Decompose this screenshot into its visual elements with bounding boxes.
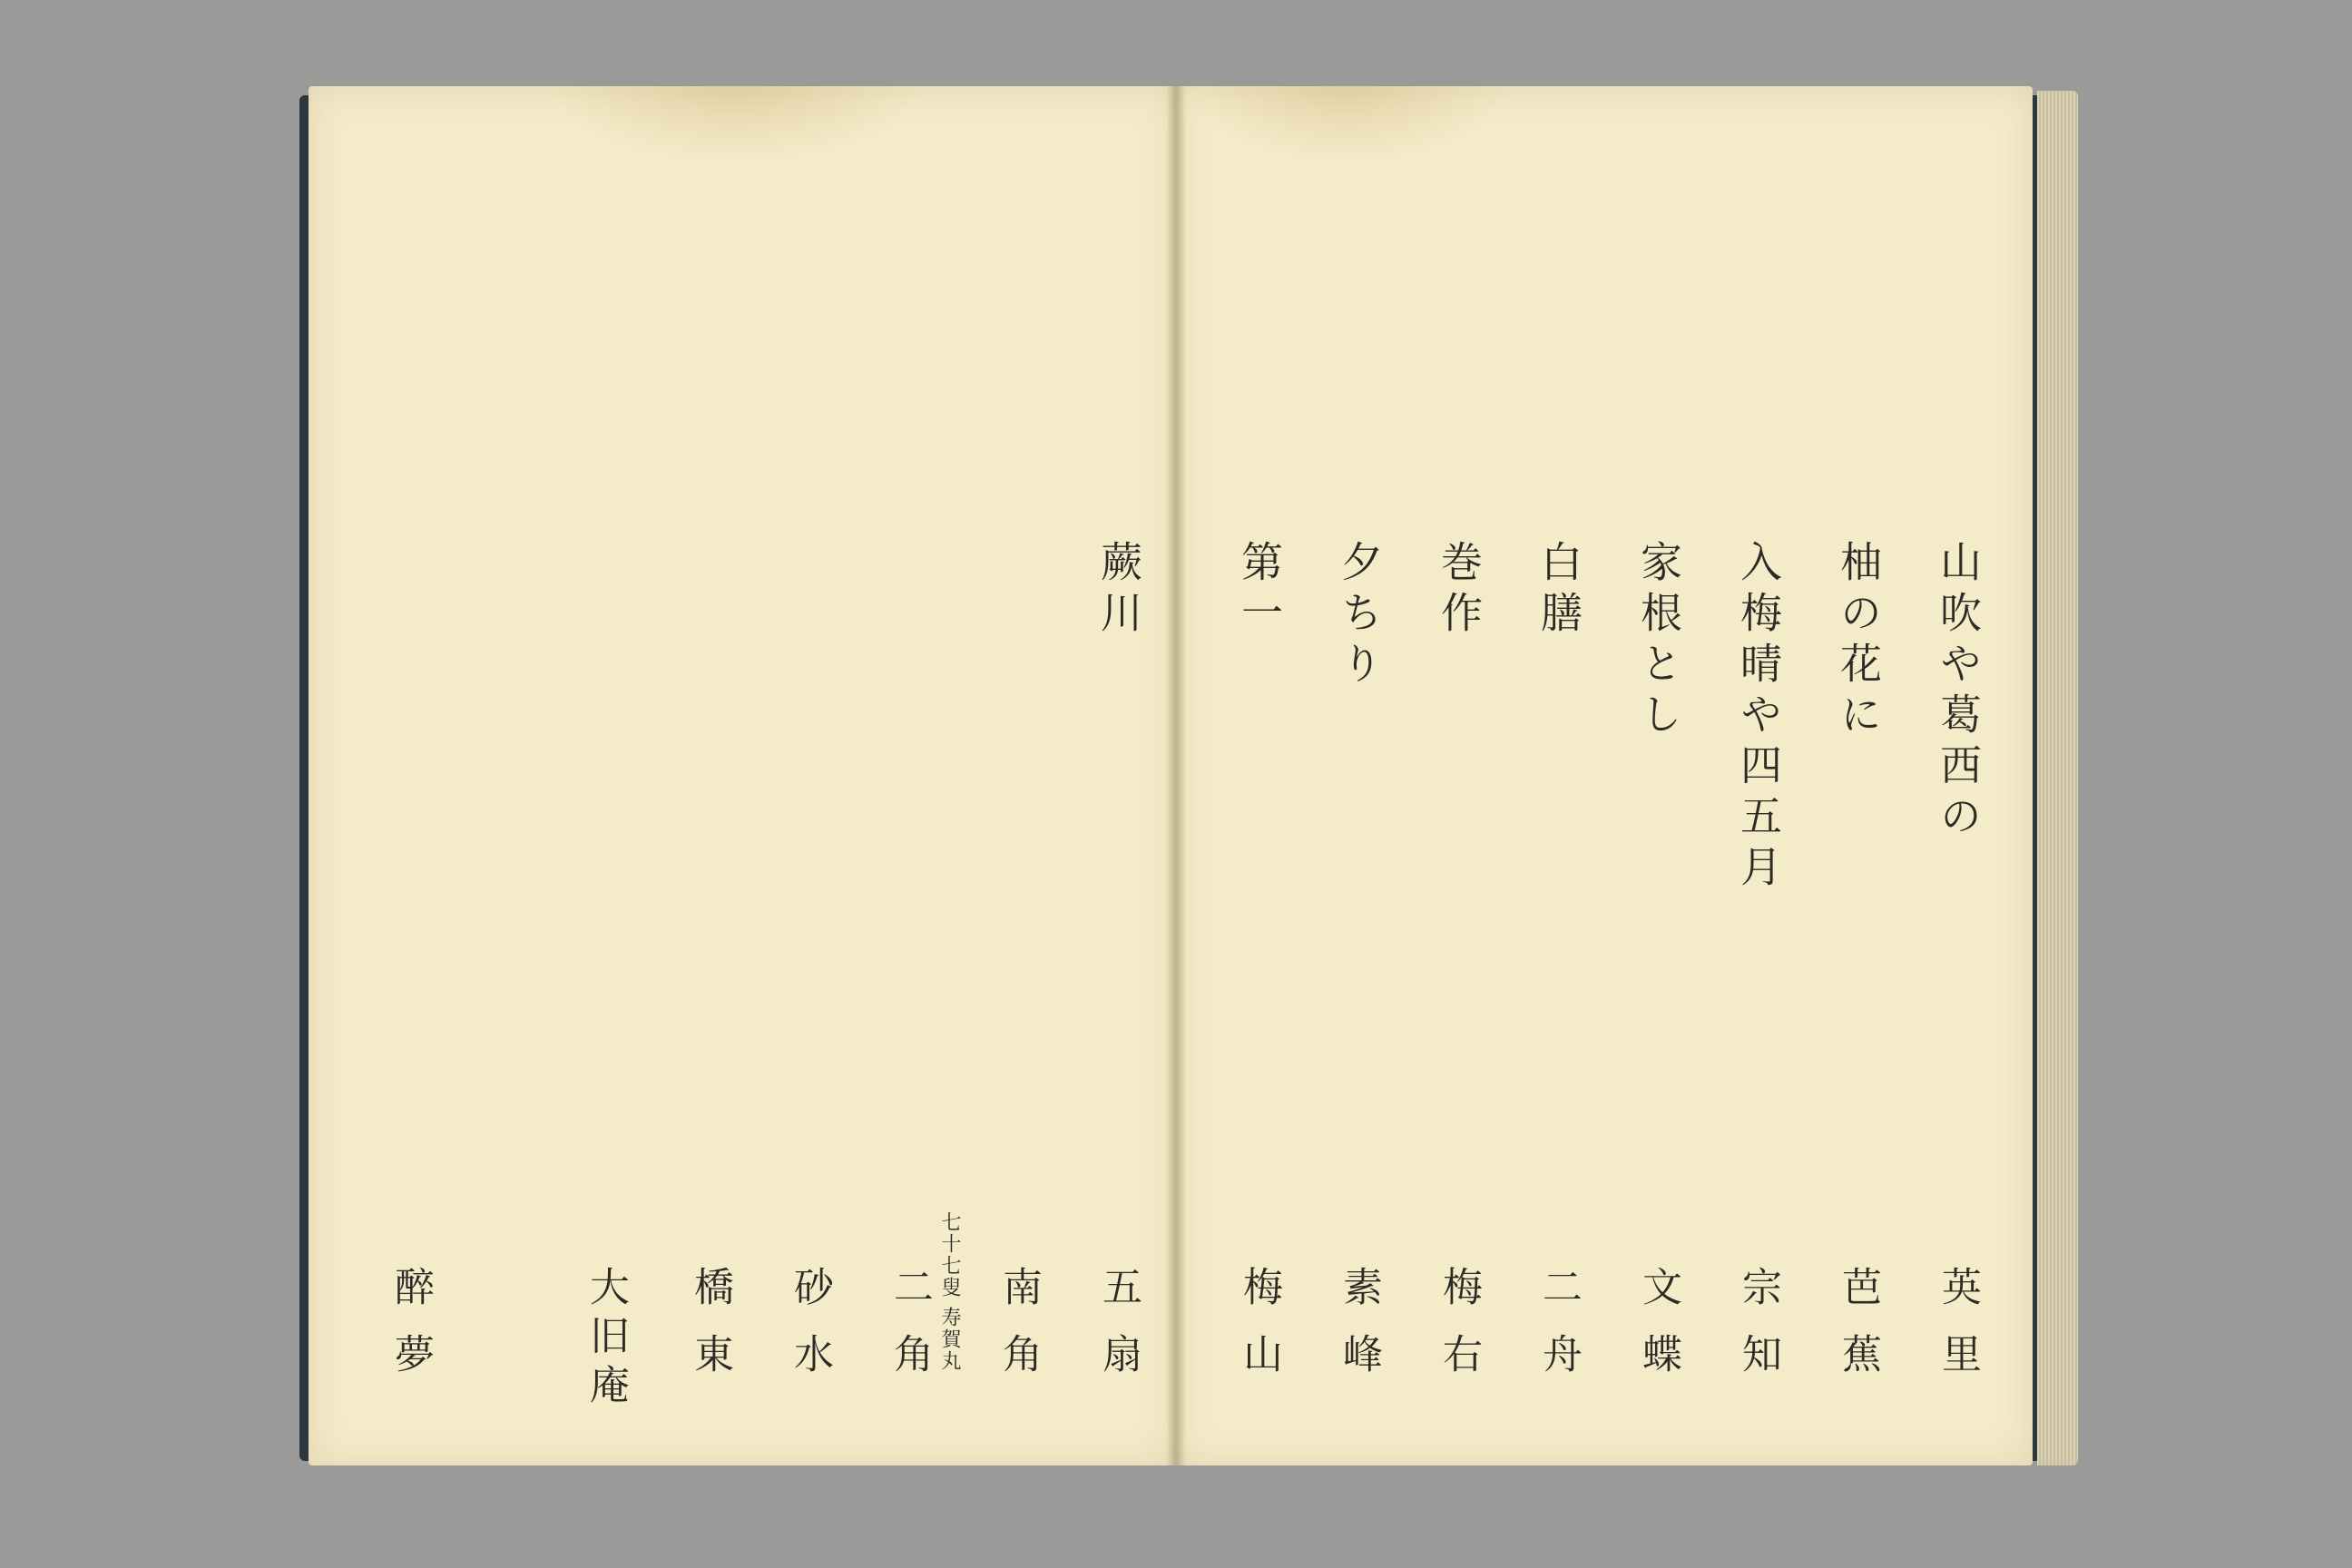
right-author-5: 二舟 xyxy=(1535,1266,1582,1400)
water-stain xyxy=(1184,86,1511,163)
right-author-8: 梅山 xyxy=(1236,1266,1282,1400)
right-verse-7: 夕ちり xyxy=(1335,540,1384,692)
left-author-5: 橋東 xyxy=(687,1266,733,1400)
page-stack xyxy=(2037,91,2078,1465)
left-author-4: 砂水 xyxy=(787,1266,833,1400)
right-author-6: 梅右 xyxy=(1436,1266,1482,1400)
left-author-7: 醉夢 xyxy=(387,1266,434,1400)
right-author-7: 素峰 xyxy=(1336,1266,1382,1400)
left-author-3: 二角 xyxy=(887,1266,933,1400)
right-verse-5: 白膳 xyxy=(1534,540,1583,642)
right-author-4: 文蝶 xyxy=(1635,1266,1681,1400)
right-author-1: 英里 xyxy=(1935,1266,1981,1400)
book xyxy=(299,86,2078,1470)
left-author-6: 大旧庵 xyxy=(583,1266,629,1413)
left-author-note: 七十七叟 寿賀丸 xyxy=(938,1211,961,1372)
right-verse-4: 家根とし xyxy=(1634,540,1683,743)
right-page xyxy=(1175,86,2033,1465)
right-verse-6: 巻作 xyxy=(1435,540,1484,642)
right-verse-3: 入梅晴や四五月 xyxy=(1734,540,1783,896)
water-stain xyxy=(544,86,926,163)
right-verse-8: 第一 xyxy=(1235,540,1284,642)
left-verse-1: 蕨川 xyxy=(1094,540,1143,642)
left-page xyxy=(309,86,1175,1465)
right-verse-2: 柚の花に xyxy=(1834,540,1883,743)
right-verse-1: 山吹や葛西の xyxy=(1934,540,1983,845)
left-author-1: 五扇 xyxy=(1095,1266,1142,1400)
left-author-2: 南角 xyxy=(995,1266,1042,1400)
right-author-3: 宗知 xyxy=(1735,1266,1781,1400)
right-author-2: 芭蕉 xyxy=(1835,1266,1881,1400)
book-gutter xyxy=(1166,86,1186,1465)
